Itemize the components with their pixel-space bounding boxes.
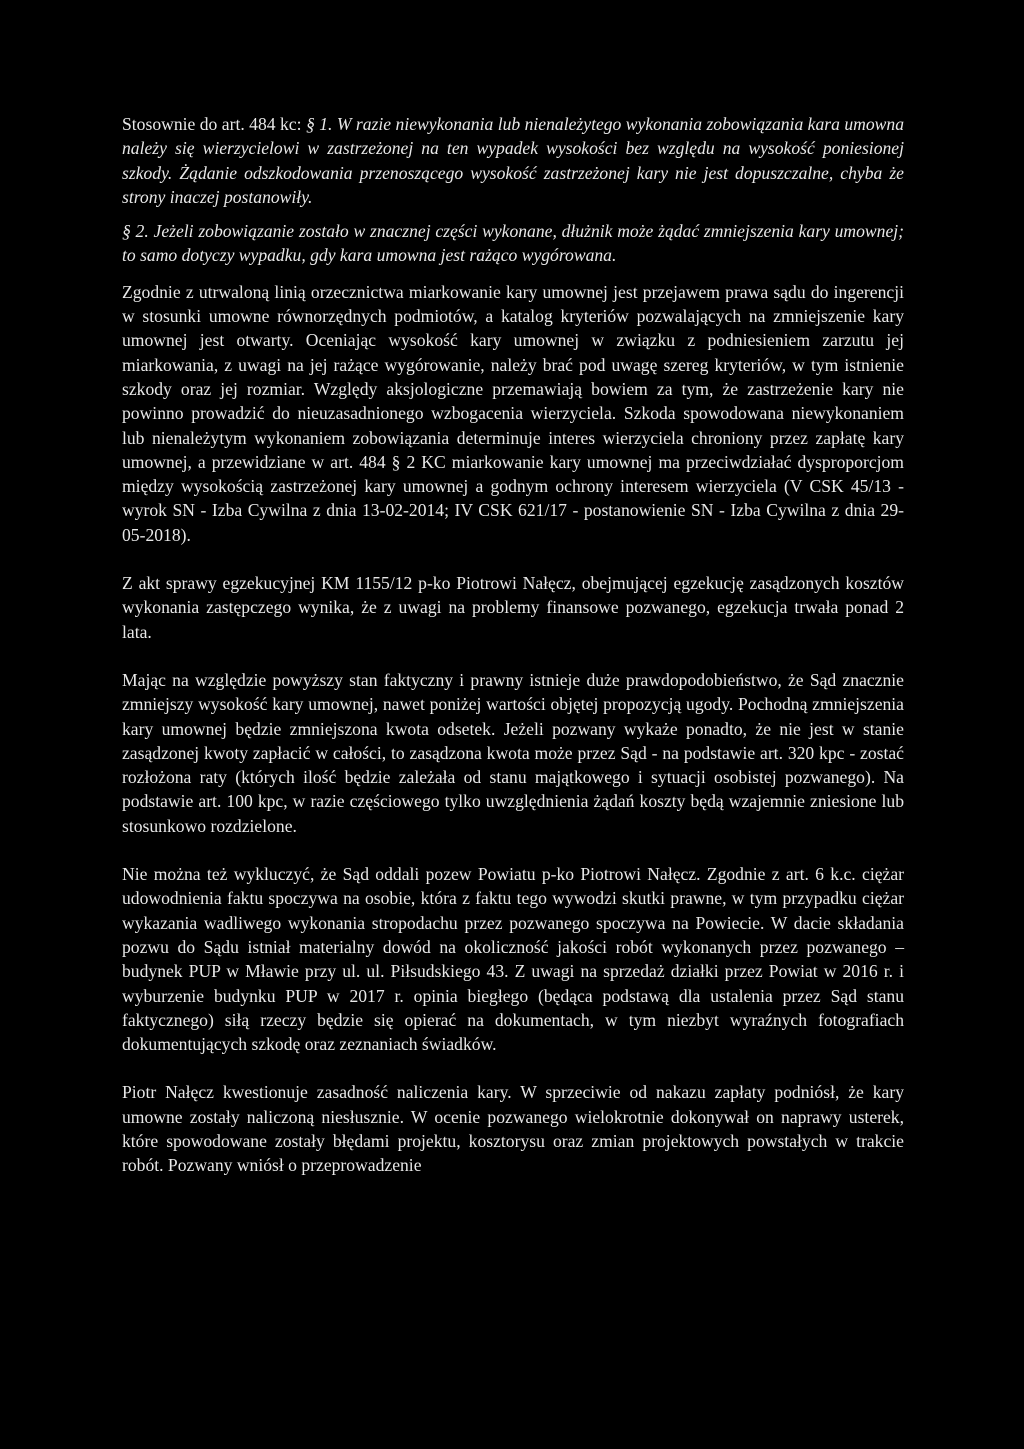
document-page (122, 112, 904, 1178)
paragraph-probability: Mając na względzie powyższy stan faktyczny i prawny istnieje duże prawdopodobieństwo, że Sąd znacznie zmniejszy wysokość kary umownej, nawet poniżej wartości objętej propozycją ugody. Pochodną zmniejszenia kary umownej będzie zmniejszona kwota odsetek. Jeżeli pozwany wykaże ponadto, że nie jest w stanie zasądzonej kwoty zapłacić w całości, to zasądzona kwota może przez Sąd - na podstawie art. 320 kpc - zostać rozłożona raty (których ilość będzie zależała od stanu majątkowego i sytuacji osobistej pozwanego). Na podstawie art. 100 kpc, w razie częściowego tylko uwzględnienia żądań koszty będą wzajemnie zniesione lub stosunkowo rozdzielone. (122, 669, 904, 836)
paragraph-art-484-quote (122, 112, 904, 209)
paragraph-enforcement: Z akt sprawy egzekucyjnej KM 1155/12 p-ko Piotrowi Nałęcz, obejmującej egzekucję zasądzonych kosztów wykonania zastępczego wynika, że z uwagi na problemy finansowe pozwanego, egzekucja trwała ponad 2 lata. (122, 573, 904, 642)
intro-text: Stosownie do art. 484 kc: (122, 114, 306, 134)
quoted-provision-2: § 2. Jeżeli zobowiązanie zostało w znacznej części wykonane, dłużnik może żądać zmniejszenia kary umownej; to samo dotyczy wypadku, gdy kara umowna jest rażąco wygórowana. (122, 221, 904, 266)
quoted-provision-1: § 1. W razie niewykonania lub nienależytego wykonania zobowiązania kara umowna należy się wierzycielowi w zastrzeżonej na ten wypadek wysokości bez względu na wysokość poniesionej szkody. Żądanie odszkodowania przenoszącego wysokość zastrzeżonej kary nie jest dopuszczalne, chyba że strony inaczej postanowiły. (122, 114, 904, 207)
paragraph-defendant-objection: Piotr Nałęcz kwestionuje zasadność naliczenia kary. W sprzeciwie od nakazu zapłaty podniósł, że kary umowne zostały naliczoną niesłusznie. W ocenie pozwanego wielokrotnie dokonywał on naprawy usterek, które spowodowane zostały błędami projektu, kosztorysu oraz zmian projektowych powstałych w trakcie robót. Pozwany wniósł o przeprowadzenie (122, 1082, 904, 1176)
paragraph-case-law: Zgodnie z utrwaloną linią orzecznictwa miarkowanie kary umownej jest przejawem prawa sądu do ingerencji w stosunki umowne równorzędnych podmiotów, a katalog kryteriów pozwalających na zmniejszenie kary umownej jest otwarty. Oceniając wysokość kary umownej w związku z podniesieniem zarzutu jej miarkowania, z uwagi na jej rażące wygórowanie, należy brać pod uwagę szereg kryteriów, w tym istnienie szkody oraz jej rozmiar. Względy aksjologiczne przemawiają bowiem za tym, że zastrzeżenie kary nie powinno prowadzić do nieuzasadnionego wzbogacenia wierzyciela. Szkoda spowodowana niewykonaniem lub nienależytym wykonaniem zobowiązania determinuje interes wierzyciela chroniony przez zapłatę kary umownej, a przewidziane w art. 484 § 2 KC miarkowanie kary umownej ma przeciwdziałać dysproporcjom między wysokością zastrzeżonej kary umownej a godnym ochrony interesem wierzyciela (V CSK 45/13 - wyrok SN - Izba Cywilna z dnia 13-02-2014; IV CSK 621/17 - postanowienie SN - Izba Cywilna z dnia 29-05-2018). (122, 281, 904, 545)
paragraph-burden-of-proof: Nie można też wykluczyć, że Sąd oddali pozew Powiatu p-ko Piotrowi Nałęcz. Zgodnie z art. 6 k.c. ciężar udowodnienia faktu spoczywa na osobie, która z faktu tego wywodzi skutki prawne, w tym przypadku ciężar wykazania wadliwego wykonania stropodachu przez pozwanego spoczywa na Powiecie. W dacie składania pozwu do Sądu istniał materialny dowód na okoliczność jakości robót wykonanych przez pozwanego – budynek PUP w Mławie przy ul. ul. Piłsudskiego 43. Z uwagi na sprzedaż działki przez Powiat w 2016 r. i wyburzenie budynku PUP w 2017 r. opinia biegłego (będąca podstawą dla ustalenia przez Sąd stanu faktycznego) siłą rzeczy będzie się opierać na dokumentach, w tym niezbyt wyraźnych fotografiach dokumentujących szkodę oraz zeznaniach świadków. (122, 864, 904, 1055)
